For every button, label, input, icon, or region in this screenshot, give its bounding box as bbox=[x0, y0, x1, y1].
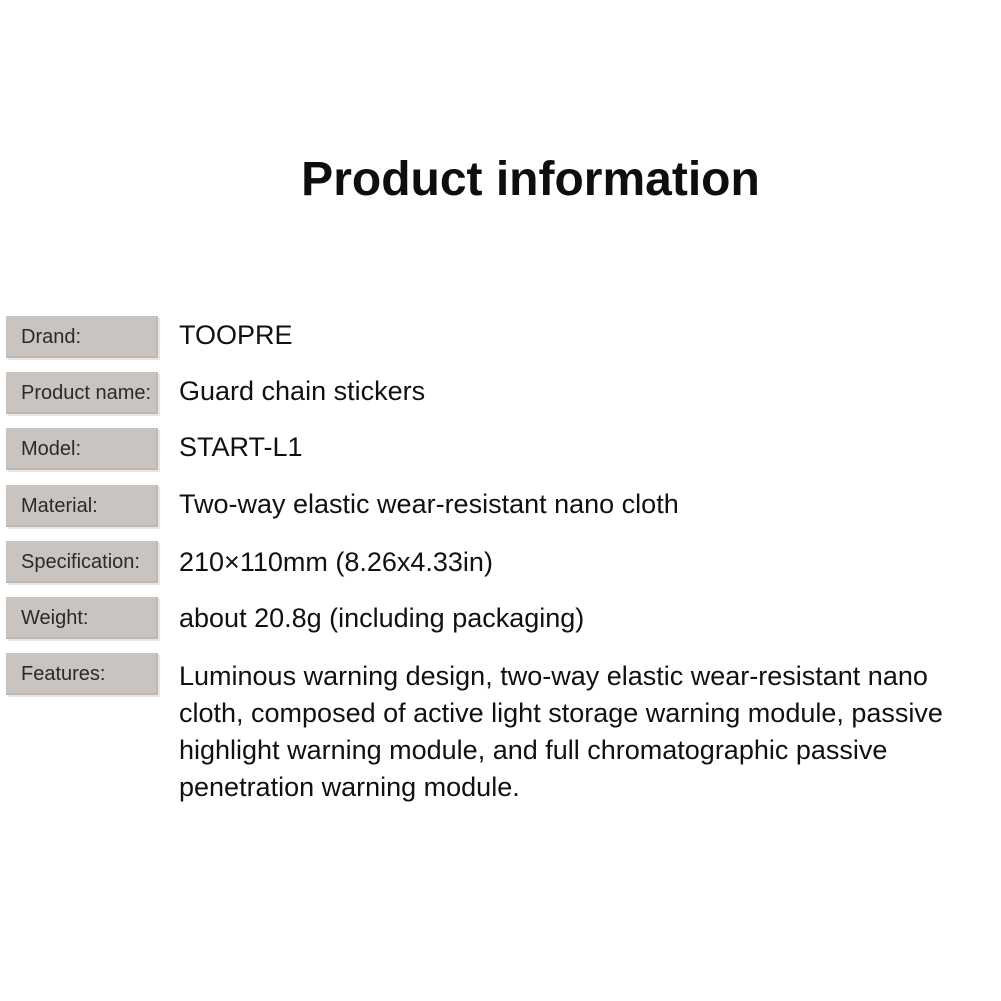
row-label: Material: bbox=[6, 485, 158, 527]
row-value: Guard chain stickers bbox=[179, 376, 426, 406]
row-value bbox=[179, 658, 994, 806]
row-value: TOOPRE bbox=[179, 320, 293, 350]
row-value: about 20.8g (including packaging) bbox=[179, 603, 585, 633]
row-label: Weight: bbox=[6, 597, 158, 639]
row-label: Drand: bbox=[6, 316, 158, 358]
features-line: highlight warning module, and full chromatographic passive bbox=[179, 735, 888, 765]
row-value: Two-way elastic wear-resistant nano cloth bbox=[179, 489, 679, 519]
row-value: 210×110mm (8.26x4.33in) bbox=[179, 547, 493, 577]
row-label: Model: bbox=[6, 428, 158, 470]
features-line: cloth, composed of active light storage warning module, passive bbox=[179, 698, 943, 728]
row-label: Product name: bbox=[6, 372, 158, 414]
features-line: penetration warning module. bbox=[179, 772, 520, 802]
row-label: Features: bbox=[6, 653, 158, 695]
row-label: Specification: bbox=[6, 541, 158, 583]
page-title: Product information bbox=[301, 153, 760, 206]
row-value: START-L1 bbox=[179, 432, 303, 462]
features-line: Luminous warning design, two-way elastic wear-resistant nano bbox=[179, 661, 928, 691]
